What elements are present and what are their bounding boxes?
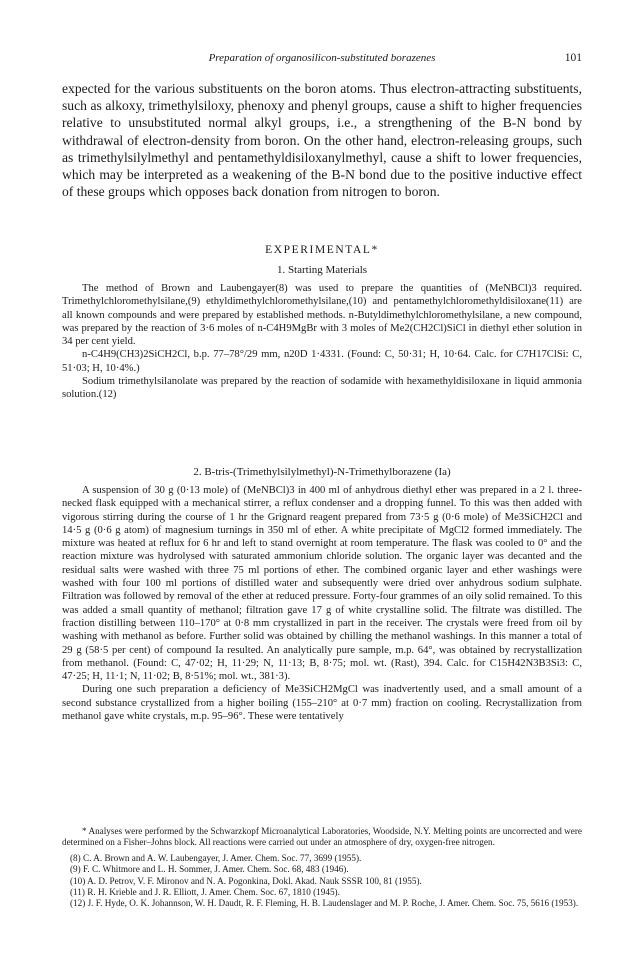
footnotes bbox=[62, 826, 582, 910]
running-header bbox=[62, 52, 582, 68]
section-1-paragraph: n-C4H9(CH3)2SiCH2Cl, b.p. 77–78°/29 mm, n20D 1·4331. (Found: C, 50·31; H, 10·64. Calc. for C7H17ClSi: C, 51·03; H, 10·4%.) bbox=[62, 349, 582, 374]
reference-item: (12) J. F. Hyde, O. K. Johannson, W. H. Daudt, R. F. Fleming, H. B. Laudenslager and M. P. Roche, J. Amer. Chem. Soc. 75, 5616 (1953). bbox=[70, 898, 579, 909]
intro-paragraph: expected for the various substituents on the boron atoms. Thus electron-attracting substituents, such as alkoxy, trimethylsiloxy, phenoxy and phenyl groups, cause a shift to higher frequencies relative to unsubstituted normal alkyl groups, i.e., a strengthening of the B-N bond by withdrawal of electron-density from boron. On the other hand, electron-releasing groups, such as trimethylsilylmethyl and pentamethyldisiloxanylmethyl, cause a shift to lower frequencies, which may be interpreted as a weakening of the B-N bond due to the positive inductive effect of these groups which opposes back donation from nitrogen to boron. bbox=[62, 81, 582, 200]
section-2-body bbox=[62, 484, 582, 723]
experimental-heading: EXPERIMENTAL* bbox=[265, 244, 379, 256]
section-1-paragraph: Sodium trimethylsilanolate was prepared by the reaction of sodamide with hexamethyldisiloxane in liquid ammonia solution.(12) bbox=[62, 376, 582, 401]
reference-item: (8) C. A. Brown and A. W. Laubengayer, J. Amer. Chem. Soc. 77, 3699 (1955). bbox=[70, 852, 362, 863]
reference-item: (10) A. D. Petrov, V. F. Mironov and N. A. Pogonkina, Dokl. Akad. Nauk SSSR 100, 81 (1955). bbox=[70, 875, 422, 886]
section-1-body bbox=[62, 282, 582, 402]
section-1-paragraph: The method of Brown and Laubengayer(8) was used to prepare the quantities of (MeNBCl)3 required. Trimethylchloromethylsilane,(9) ethyldimethylchloromethylsilane,(10) and pentamethylchloromethyldisiloxane(11) are all known compounds and were prepared by established methods. n-Butyldimethylchloromethylsilane, a new compound, was prepared by the reaction of 3·6 moles of n-C4H9MgBr with 3 moles of Me2(CH2Cl)SiCl in diethyl ether solution in 34 per cent yield. bbox=[62, 283, 582, 348]
reference-item: (11) R. H. Krieble and J. R. Elliott, J. Amer. Chem. Soc. 67, 1810 (1945). bbox=[70, 887, 340, 898]
section-2-paragraph: A suspension of 30 g (0·13 mole) of (MeNBCl)3 in 400 ml of anhydrous diethyl ether was prepared in a 2 l. three-necked flask equipped with a mechanical stirrer, a reflux condenser and a dropping funnel. To this was then added with vigorous stirring during the course of 1 hr the Grignard reagent prepared from 73·5 g (0·6 mole) of Me3SiCH2Cl and 14·5 g (0·6 g atom) of magnesium turnings in 350 ml of ether. A white precipitate of MgCl2 formed immediately. The mixture was heated at reflux for 6 hr and left to stand overnight at room temperature. The flask was cooled to 0° and the reaction mixture was hydrolysed with saturated ammonium chloride solution. The organic layer was decanted and the residual salts were washed with three 75 ml portions of ether. The combined organic layer and ether washings were washed with four 100 ml portions of distilled water and subsequently were dried over anhydrous sodium sulphate. Filtration was followed by removal of the ether at reduced pressure. Forty-four grammes of an oily solid remained. To this was added a small quantity of methanol; filtration gave 17 g of white crystalline solid. The filtrate was distilled. The fraction distilling between 110–170° at 0·8 mm crystallized in part in the receiver. The crystals were freed from oil by washing with methanol as before. Further solid was obtained by chilling the methanol washings. In this manner a total of 29 g (58·5 per cent) of compound Ia resulted. An analytically pure sample, m.p. 64°, was obtained by recrystallization from methanol. (Found: C, 47·02; H, 11·29; N, 11·13; B, 8·75; mol. wt. (Rast), 394. Calc. for C15H42N3B3Si3: C, 47·25; H, 11·1; N, 11·02; B, 8·51%; mol. wt., 381·3). bbox=[62, 485, 582, 683]
reference-item: (9) F. C. Whitmore and L. H. Sommer, J. Amer. Chem. Soc. 68, 483 (1946). bbox=[70, 864, 349, 875]
running-title: Preparation of organosilicon-substituted borazenes bbox=[208, 52, 436, 64]
section-1-heading: 1. Starting Materials bbox=[276, 264, 368, 276]
section-2-paragraph: During one such preparation a deficiency of Me3SiCH2MgCl was inadvertently used, and a small amount of a second substance crystallized from a higher boiling (155–210° at 0·7 mm) fraction on cooling. Recrystallization from methanol gave white crystals, m.p. 95–96°. These were tentatively bbox=[62, 684, 582, 723]
experimental-footnote: * Analyses were performed by the Schwarzkopf Microanalytical Laboratories, Woodside, N.Y. Melting points are uncorrected and were determined on a Fisher–Johns block. All reactions were carried out under an atmosphere of dry, oxygen-free nitrogen. bbox=[62, 826, 582, 848]
page-number: 101 bbox=[564, 52, 582, 64]
section-2-heading: 2. B-tris-(Trimethylsilylmethyl)-N-Trimethylborazene (Ia) bbox=[193, 466, 451, 478]
